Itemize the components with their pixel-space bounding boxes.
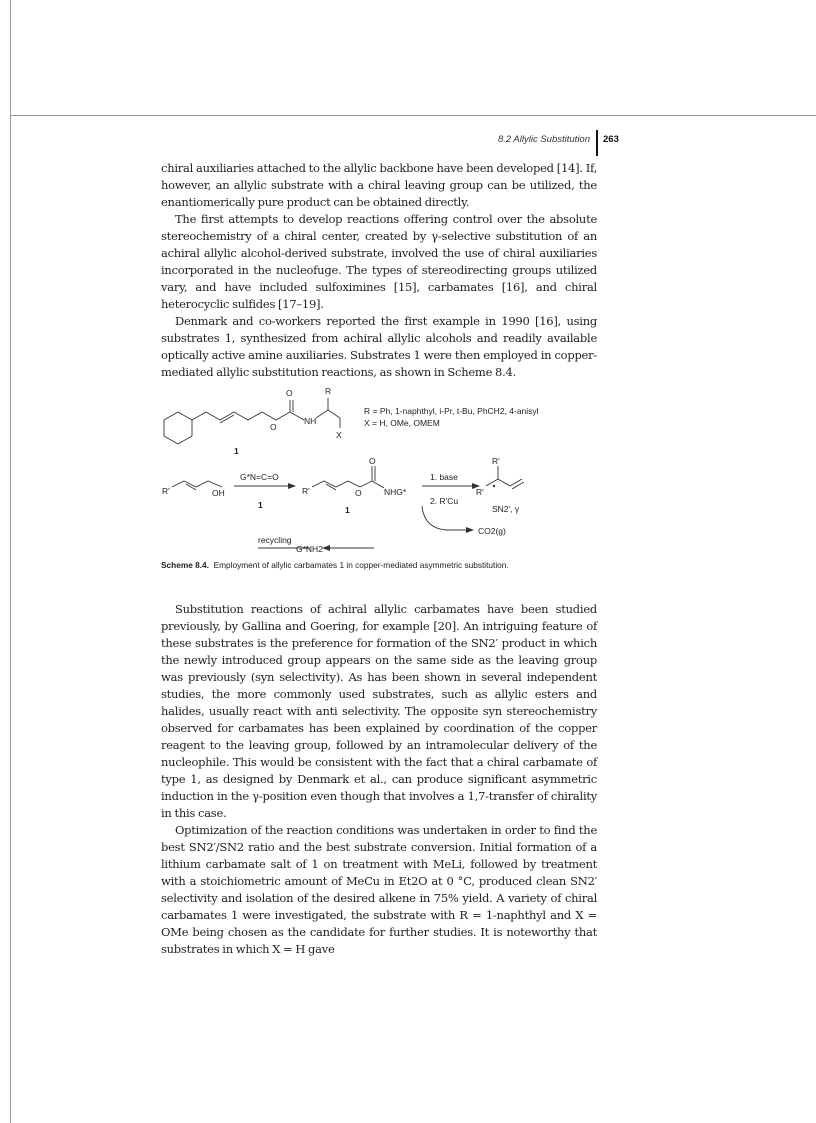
arrow-head-co2 xyxy=(466,527,474,533)
recycling-label: recycling xyxy=(258,535,292,545)
stereo-dot xyxy=(493,485,495,487)
byproduct: CO2(g) xyxy=(478,526,506,536)
start-r: R' xyxy=(162,486,170,496)
n-bond xyxy=(290,412,304,420)
selectivity: SN2', γ xyxy=(492,504,520,514)
product-chain xyxy=(486,479,510,486)
scheme-8-4 xyxy=(150,378,620,558)
carbamate-link xyxy=(360,481,372,487)
carbamate-o-top: O xyxy=(369,456,376,466)
product-vinyl-2 xyxy=(512,482,524,489)
paragraph: The first attempts to develop reactions offering control over the absolute stereochemistry of a chiral center, created by γ-selective substitution of an achiral allylic alcohol-derived substrate, involved the use of chiral auxiliaries incorporated in the nucleofuge. The types of stereodirecting groups utilized vary, and have included sulfoximines [15], carbamates [16], and chiral heterocyclic sulfides [17–19]. xyxy=(161,212,597,311)
product-r-top: R' xyxy=(492,456,500,466)
co2-arrow xyxy=(422,506,466,530)
product-r: R' xyxy=(476,487,484,497)
carbamate-bond xyxy=(276,412,290,420)
carbamate-label: 1 xyxy=(345,505,350,515)
running-title: 8.2 Allylic Substitution xyxy=(497,134,590,145)
atom-o: O xyxy=(286,388,293,398)
carbamate-o: O xyxy=(355,488,362,498)
paragraph: chiral auxiliaries attached to the allylic backbone have been developed [14]. If, however, an allylic substrate with a chiral leaving group can be utilized, the enantiomerically pure product can be obtained directly. xyxy=(161,161,597,209)
atom-x: X xyxy=(336,430,342,440)
scheme-caption xyxy=(161,560,611,570)
step-number: 1 xyxy=(258,500,263,510)
caption-text: Employment of allylic carbamates 1 in copper-mediated asymmetric substitution. xyxy=(213,560,509,570)
atom-o2: O xyxy=(270,422,277,432)
product-vinyl xyxy=(510,479,522,486)
arrow-head-1 xyxy=(288,483,296,489)
header-divider xyxy=(596,130,598,156)
amine: G*NH2 xyxy=(296,544,323,554)
arrow-head-recycling xyxy=(322,545,330,551)
body-text-bottom xyxy=(161,601,597,958)
carbamate-nhg: NHG* xyxy=(384,487,407,497)
n-c-bond xyxy=(316,410,328,418)
cyclohexane-ring xyxy=(164,412,192,444)
atom-nh: NH xyxy=(304,416,317,426)
reaction-scheme-figure xyxy=(150,378,620,558)
reagent: G*N=C=O xyxy=(240,472,279,482)
carbamate-n-bond xyxy=(372,481,384,488)
condition-2: 2. R'Cu xyxy=(430,496,459,506)
page-number: 263 xyxy=(603,134,619,145)
start-oh: OH xyxy=(212,488,225,498)
paragraph: Substitution reactions of achiral allylic carbamates have been studied previously, by Gallina and Goering, for example [20]. An intriguing feature of these substrates is the preference for formation of the SN2′ product in which the newly introduced group appears on the same side as the leaving group was previously (syn selectivity). As has been shown in several independent studies, the more commonly used substrates, such as allylic esters and halides, usually react with anti selectivity. The opposite syn stereochemistry observed for carbamates has been explained by coordination of the copper reagent to the leaving group, followed by an intramolecular delivery of the nucleophile. This would be consistent with the fact that a chiral carbamate of type 1, as designed by Denmark et al., can produce significant asymmetric induction in the γ-position even though that involves a 1,7-transfer of chirality in this case. xyxy=(161,602,597,820)
ch2-bond xyxy=(328,410,340,418)
carbamate-chain xyxy=(312,481,360,487)
atom-r: R xyxy=(325,386,332,396)
body-text-top xyxy=(161,160,597,381)
paragraph: Optimization of the reaction conditions was undertaken in order to find the best SN2′/SN2 ratio and the best substrate conversion. Initial formation of a lithium carbamate salt of 1 on treatment with MeLi, followed by treatment with a stoichiometric amount of MeCu in Et2O at 0 °C, produced clean SN2′ selectivity and isolation of the desired alkene in 75% yield. A variety of chiral carbamates 1 were investigated, the substrate with R = 1-naphthyl and X = OMe being chosen as the candidate for further studies. It is noteworthy that substrates in which X = H gave xyxy=(161,823,597,956)
start-chain xyxy=(172,481,222,487)
allyl-chain xyxy=(192,412,276,420)
page-top-rule xyxy=(10,115,816,116)
r-definition: R = Ph, 1-naphthyl, i-Pr, t-Bu, PhCH2, 4-anisyl xyxy=(364,406,539,416)
page-margin-rule xyxy=(10,0,11,1123)
carbamate-r: R' xyxy=(302,486,310,496)
condition-1: 1. base xyxy=(430,472,458,482)
caption-label: Scheme 8.4. xyxy=(161,560,209,570)
compound-label: 1 xyxy=(234,446,239,456)
x-definition: X = H, OMe, OMEM xyxy=(364,418,440,428)
paragraph: Denmark and co-workers reported the first example in 1990 [16], using substrates 1, synthesized from achiral allylic alcohols and readily available optically active amine auxiliaries. Substrates 1 were then employed in copper-mediated allylic substitution reactions, as shown in Scheme 8.4. xyxy=(161,314,597,379)
